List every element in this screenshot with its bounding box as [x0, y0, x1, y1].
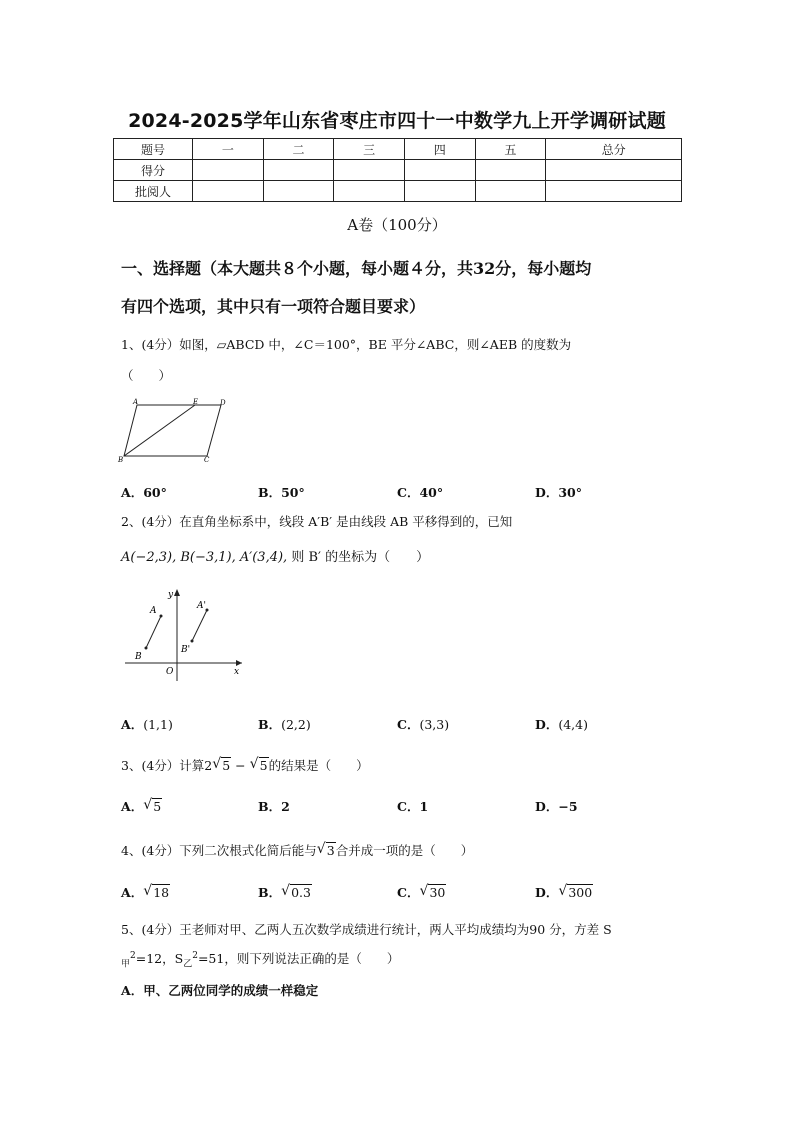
- q3-radicand: 5: [222, 758, 231, 773]
- q3-option-c: C．1: [397, 799, 429, 814]
- option-radicand: 18: [153, 885, 170, 900]
- point-a: [160, 615, 163, 618]
- q5-text: =12，S: [135, 951, 184, 966]
- option-radical: [143, 799, 162, 814]
- score-cell: [334, 160, 405, 181]
- point-b: [145, 647, 148, 650]
- grader-cell: [546, 181, 682, 202]
- header-cell: 二: [263, 139, 334, 160]
- option-radicand: 5: [153, 799, 162, 814]
- option-value: (3,3): [419, 717, 450, 732]
- header-cell: 五: [475, 139, 546, 160]
- q4-stem-pre: 4、(4分）下列二次根式化简后能与: [121, 843, 317, 858]
- score-cell: [193, 160, 264, 181]
- header-cell: 三: [334, 139, 405, 160]
- header-cell: 总分: [546, 139, 682, 160]
- q1-parallelogram-figure: [116, 396, 232, 466]
- segment-a1b1: [192, 610, 207, 641]
- row-label: 得分: [114, 160, 193, 181]
- exam-title: 2024-2025学年山东省枣庄市四十一中数学九上开学调研试题: [128, 110, 666, 132]
- score-cell: [475, 160, 546, 181]
- label-d: D: [220, 399, 226, 407]
- label-x: x: [234, 667, 240, 677]
- q2-stem-line2: [121, 546, 429, 565]
- label-o: O: [166, 667, 174, 677]
- header-cell: 题号: [114, 139, 193, 160]
- option-radical: [558, 885, 593, 900]
- part1-heading-line2: 有四个选项，其中只有一项符合题目要求）: [121, 297, 426, 316]
- grader-cell: [404, 181, 475, 202]
- row-label: 批阅人: [114, 181, 193, 202]
- q3-coefficient: 2: [204, 758, 213, 773]
- score-table-header-row: [114, 139, 682, 160]
- y-axis-arrow: [174, 589, 180, 596]
- q2-option-b: [258, 715, 311, 733]
- score-cell: [404, 160, 475, 181]
- label-c: C: [204, 456, 210, 464]
- option-letter: C．: [397, 885, 420, 900]
- option-letter: B．: [258, 717, 282, 732]
- q5-sup: 2: [192, 950, 198, 961]
- option-value: (4,4): [558, 717, 588, 732]
- label-a-prime: A': [197, 601, 206, 611]
- x-axis-arrow: [236, 660, 242, 666]
- grader-cell: [193, 181, 264, 202]
- label-b: B: [135, 652, 142, 662]
- q1-stem: 1、(4分）如图，▱ABCD 中，∠C＝100°，BE 平分∠ABC，则∠AEB 的度数为: [121, 337, 572, 352]
- q5-stem-line1: 5、(4分）王老师对甲、乙两人五次数学成绩进行统计，两人平均成绩均为90 分，方差 S: [121, 922, 612, 937]
- option-letter: A．: [121, 799, 144, 814]
- q4-option-b: [258, 883, 312, 901]
- part1-heading-line1: 一、选择题（本大题共８个小题，每小题４分，共32分，每小题均: [121, 259, 592, 278]
- grader-cell: [334, 181, 405, 202]
- q2-stem: 2、(4分）在直角坐标系中，线段 A′B′ 是由线段 AB 平移得到的，已知: [121, 514, 513, 529]
- label-a: A: [150, 606, 157, 616]
- score-cell: [546, 160, 682, 181]
- q2-option-d: [535, 715, 588, 733]
- q1-paren: （ ）: [121, 368, 172, 383]
- q4-option-a: [121, 883, 170, 901]
- label-b-prime: B': [181, 645, 191, 655]
- grader-cell: [263, 181, 334, 202]
- q2-coordinate-figure: [120, 586, 245, 682]
- option-letter: A．: [121, 717, 144, 732]
- q5-stem-line2: [121, 949, 399, 970]
- header-cell: 一: [193, 139, 264, 160]
- label-b: B: [118, 456, 124, 464]
- q1-option-b: B．50°: [258, 485, 305, 500]
- q4-option-d: [535, 883, 593, 901]
- option-value: (1,1): [143, 717, 173, 732]
- label-y: y: [168, 590, 174, 600]
- q5-sub-jia: 甲: [121, 959, 131, 970]
- option-value: (2,2): [281, 717, 311, 732]
- q3-option-b: B．2: [258, 799, 290, 814]
- q2-option-a: [121, 715, 173, 733]
- option-radicand: 30: [429, 885, 446, 900]
- option-letter: C．: [397, 717, 420, 732]
- q3-option-d: D．−5: [535, 799, 578, 814]
- q3-stem: [121, 756, 369, 774]
- q2-given-points: A(−2,3), B(−3,1), A′(3,4),: [121, 550, 288, 565]
- q1-option-c: C．40°: [397, 485, 444, 500]
- q4-radicand: 3: [326, 843, 335, 858]
- q3-radicand-2: 5: [259, 758, 268, 773]
- option-radical: [281, 885, 312, 900]
- q5-text: =51，则下列说法正确的是（ ）: [197, 951, 400, 966]
- label-a: A: [133, 398, 139, 406]
- q3-minus: −: [231, 758, 250, 773]
- grader-row: [114, 181, 682, 202]
- option-letter: B．: [258, 885, 282, 900]
- option-radical: [143, 885, 170, 900]
- q1-option-d: D．30°: [535, 485, 582, 500]
- grader-cell: [475, 181, 546, 202]
- parallelogram-abcd: [124, 405, 221, 456]
- q1-option-a: A．60°: [121, 485, 167, 500]
- q4-radical: [317, 843, 336, 858]
- q4-option-c: [397, 883, 446, 901]
- option-radical: [419, 885, 446, 900]
- q4-stem-post: 合并成一项的是（ ）: [335, 843, 474, 858]
- option-radicand: 0.3: [291, 885, 311, 900]
- point-b-prime: [191, 640, 194, 643]
- q5-sup: 2: [130, 950, 136, 961]
- q4-stem: [121, 841, 473, 859]
- q5-option-a: A．甲、乙两位同学的成绩一样稳定: [121, 983, 319, 998]
- q3-option-a: [121, 797, 162, 815]
- header-cell: 四: [404, 139, 475, 160]
- score-table: [113, 138, 682, 202]
- score-row: [114, 160, 682, 181]
- q2-question: 则 B′ 的坐标为（ ）: [287, 550, 430, 565]
- option-radicand: 300: [568, 885, 593, 900]
- option-letter: D．: [535, 717, 559, 732]
- option-letter: A．: [121, 885, 144, 900]
- option-letter: D．: [535, 885, 559, 900]
- segment-ab: [146, 616, 161, 648]
- q3-stem-pre: 3、(4分）计算: [121, 758, 205, 773]
- q3-radical-2: [250, 758, 269, 773]
- label-e: E: [193, 398, 199, 406]
- q2-option-c: [397, 715, 449, 733]
- section-a-heading: A卷（100分）: [347, 216, 447, 234]
- q3-radical: [212, 758, 231, 773]
- q5-sub-yi: 乙: [183, 959, 193, 970]
- score-cell: [263, 160, 334, 181]
- q3-stem-post: 的结果是（ ）: [268, 758, 369, 773]
